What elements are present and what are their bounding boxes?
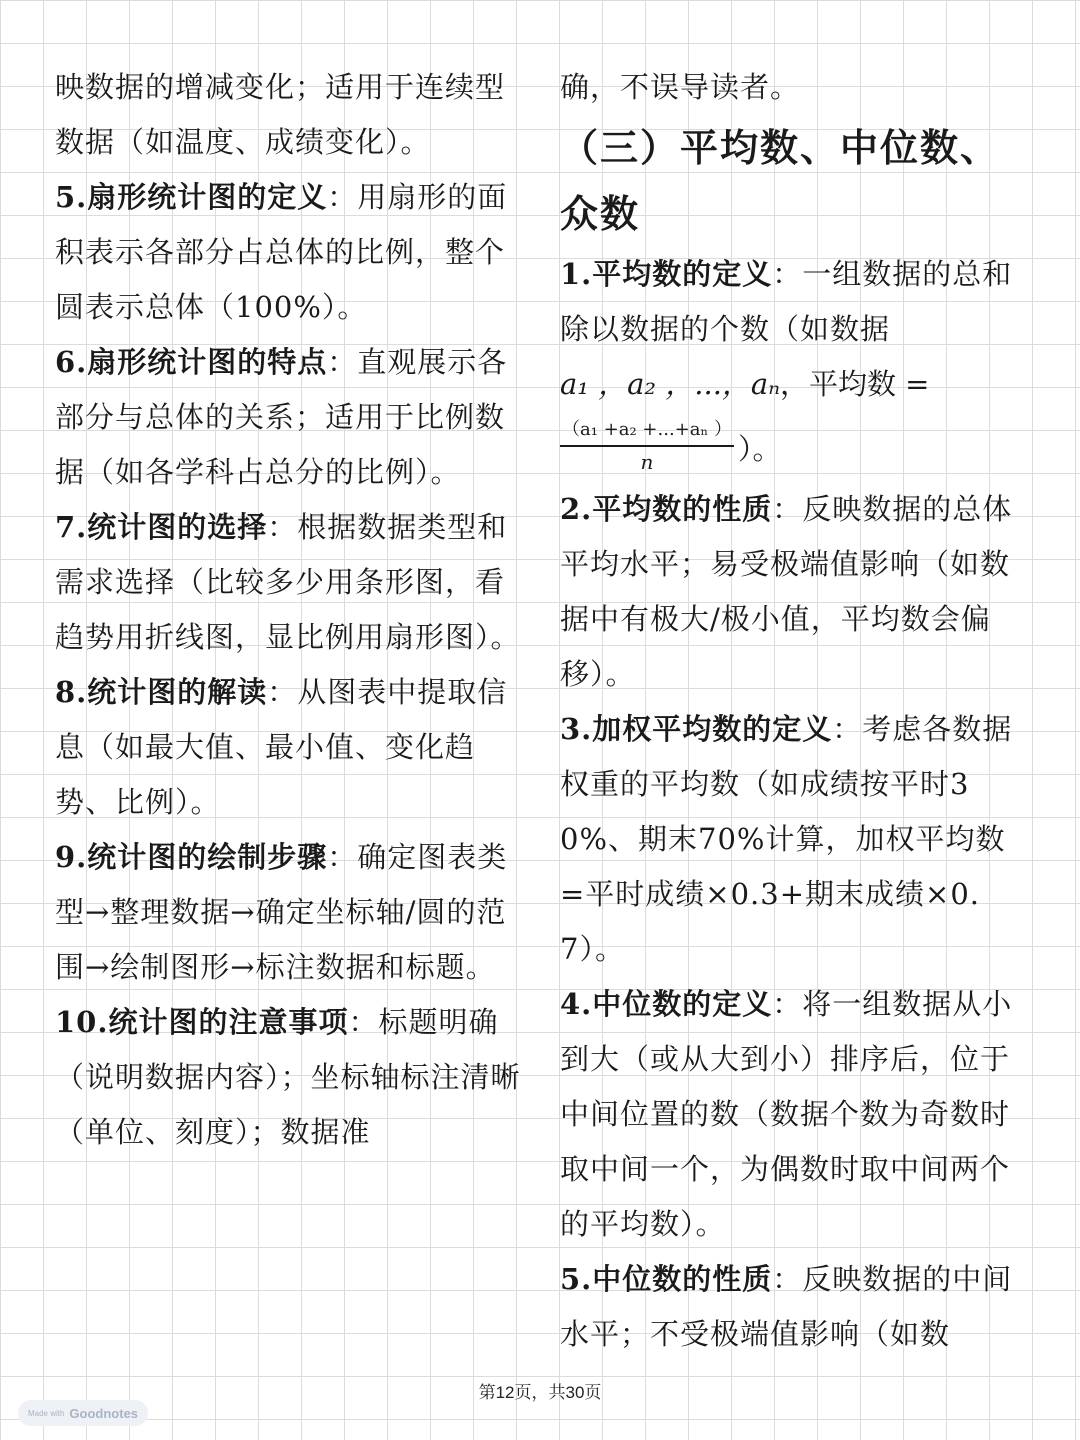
fraction-numerator: （a₁ +a₂ +...+aₙ ） [560,417,734,447]
body-mean: ：一组数据的总和除以数据的个数（如数据 [560,257,1013,346]
page-number: 第12页，共30页 [478,1383,602,1402]
term-median-property: 5.中位数的性质 [560,1262,773,1296]
term-mean-property: 2.平均数的性质 [560,492,773,526]
paragraph-median-definition [560,977,1030,1252]
formula-mid: ，平均数 = [779,367,930,401]
body-mean-property: ：反映数据的总体平均水平；易受极端值影响（如数据中有极大/极小值，平均数会偏移）。 [560,492,1013,691]
term-weighted-mean: 3.加权平均数的定义 [560,712,833,746]
term-median: 4.中位数的定义 [560,987,773,1021]
fraction-tail: ）。 [738,431,782,466]
section-heading: （三）平均数、中位数、众数 [560,125,1001,236]
term-6: 6.扇形统计图的特点 [55,345,328,379]
right-column [560,60,1030,1362]
body-median-property: ：反映数据的中间水平；不受极端值影响（如数 [560,1262,1013,1351]
paragraph-median-property [560,1252,1030,1362]
body-10: ：标题明确（说明数据内容）；坐标轴标注清晰（单位、刻度）；数据准 [55,1005,521,1149]
mean-fraction [560,417,734,477]
paragraph-continuation: 映数据的增减变化；适用于连续型数据（如温度、成绩变化）。 [55,70,506,159]
paragraph-9 [55,830,525,995]
body-5: ：用扇形的面积表示各部分占总体的比例，整个圆表示总体（100%）。 [55,180,508,324]
paragraph-mean-definition [560,247,1030,357]
body-weighted-mean: ：考虑各数据权重的平均数（如成绩按平时30%、期末70%计算，加权平均数=平时成绩×0.3+期末成绩×0.7）。 [560,712,1013,966]
watermark-made-with: Made with [27,1408,65,1418]
body-9: ：确定图表类型→整理数据→确定坐标轴/圆的范围→绘制图形→标注数据和标题。 [55,840,508,984]
term-8: 8.统计图的解读 [55,675,268,709]
body-6: ：直观展示各部分与总体的关系；适用于比例数据（如各学科占总分的比例）。 [55,345,508,489]
body-8: ：从图表中提取信息（如最大值、最小值、变化趋势、比例）。 [55,675,508,819]
term-5: 5.扇形统计图的定义 [55,180,328,214]
paragraph-mean-property [560,482,1030,702]
term-9: 9.统计图的绘制步骤 [55,840,328,874]
body-7: ：根据数据类型和需求选择（比较多少用条形图，看趋势用折线图，显比例用扇形图）。 [55,510,521,654]
paragraph-8 [55,665,525,830]
paragraph-10 [55,995,525,1160]
term-10: 10.统计图的注意事项 [55,1005,349,1039]
paragraph-6 [55,335,525,500]
term-7: 7.统计图的选择 [55,510,268,544]
term-mean: 1.平均数的定义 [560,257,773,291]
mean-fraction-row [560,412,1030,482]
paragraph-weighted-mean [560,702,1030,977]
watermark-brand: Goodnotes [69,1405,139,1421]
left-column [55,60,525,1160]
paragraph-continuation-right: 确，不误导读者。 [560,70,801,104]
formula-variables: a₁ ，a₂ ，...，aₙ [560,367,780,401]
paragraph-5 [55,170,525,335]
mean-formula-line [560,357,1030,412]
goodnotes-watermark [18,1400,148,1426]
fraction-denominator: n [640,450,654,474]
body-median: ：将一组数据从小到大（或从大到小）排序后，位于中间位置的数（数据个数为奇数时取中间一个，为偶数时取中间两个的平均数）。 [560,987,1013,1241]
paragraph-7 [55,500,525,665]
